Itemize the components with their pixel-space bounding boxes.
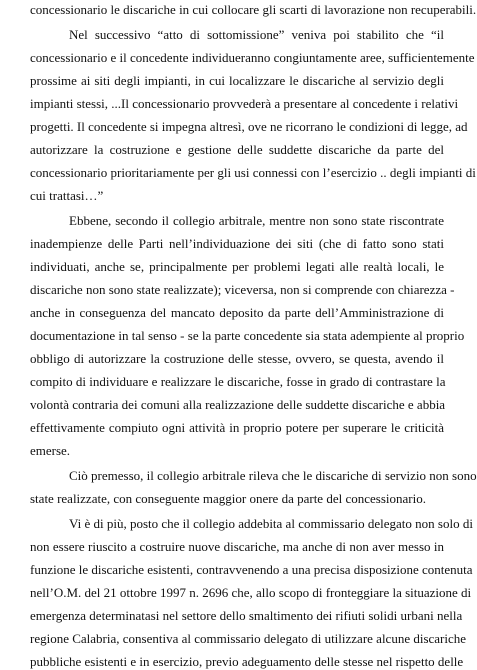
text-line: prossime ai siti degli impianti, in cui localizzare le discariche al servizio degli (30, 73, 444, 88)
text-line: inadempienze delle Parti nell’individuazione dei siti (che di fatto sono stati (30, 236, 444, 251)
text-line: state realizzate, con conseguente maggior onere da parte del concessionario. (30, 491, 426, 506)
text-line: concessionario le discariche in cui collocare gli scarti di lavorazione non recuperabili. (30, 2, 477, 17)
text-line: impianti stessi, ...Il concessionario provvederà a presentare al concedente i relativi (30, 96, 459, 111)
text-line: nell’O.M. del 21 ottobre 1997 n. 2696 che, allo scopo di fronteggiare la situazione di (30, 585, 472, 600)
text-line: emerse. (30, 443, 71, 458)
text-line: volontà contraria dei comuni alla realizzazione delle suddette discariche e abbia (30, 397, 446, 412)
text-line: documentazione in tal senso - se la parte concedente sia stata adempiente al proprio (30, 328, 465, 343)
text-line: regione Calabria, consentiva al commissario delegato di utilizzare alcune discariche (30, 631, 467, 646)
text-line: concessionario prioritariamente per gli usi connessi con l’esercizio .. degli impianti di (30, 165, 476, 180)
text-line: Vi è di più, posto che il collegio addebita al commissario delegato non solo di (69, 516, 473, 531)
text-line: individuati, anche se, principalmente per problemi legati alle realtà locali, le (30, 259, 444, 274)
text-line: non essere riuscito a costruire nuove discariche, ma anche di non aver messo in (30, 539, 444, 554)
text-line: funzione le discariche esistenti, contravvenendo a una precisa disposizione contenuta (30, 562, 473, 577)
text-line: concessionario e il concedente individueranno congiuntamente aree, sufficientemente (30, 50, 475, 65)
text-line: Nel successivo “atto di sottomissione” veniva poi stabilito che “il (69, 27, 444, 42)
text-line: obbligo di autorizzare la costruzione delle stesse, ovvero, se questa, avendo il (30, 351, 444, 366)
text-line: progetti. Il concedente si impegna altresì, ove ne ricorrano le condizioni di legge, ad (30, 119, 468, 134)
text-line: autorizzare la costruzione e gestione delle suddette discariche da parte del (30, 142, 444, 157)
text-line: effettivamente compiuto ogni attività in proprio potere per superare le criticità (30, 420, 444, 435)
text-line: Ebbene, secondo il collegio arbitrale, mentre non sono state riscontrate (69, 213, 444, 228)
text-line: emergenza determinatasi nel settore dello smaltimento dei rifiuti solidi urbani nella (30, 608, 463, 623)
text-line: Ciò premesso, il collegio arbitrale rileva che le discariche di servizio non sono (69, 468, 477, 483)
text-line: discariche non sono state realizzate); viceversa, non si comprende con chiarezza - (30, 282, 455, 297)
text-line: anche in conseguenza del mancato deposito da parte dell’Amministrazione di (30, 305, 444, 320)
text-line: pubbliche esistenti e in esercizio, previo adeguamento delle stesse nel rispetto delle (30, 654, 464, 669)
text-line: cui trattasi…” (30, 188, 104, 203)
text-line: compito di individuare e realizzare le discariche, fosse in grado di contrastare la (30, 374, 446, 389)
